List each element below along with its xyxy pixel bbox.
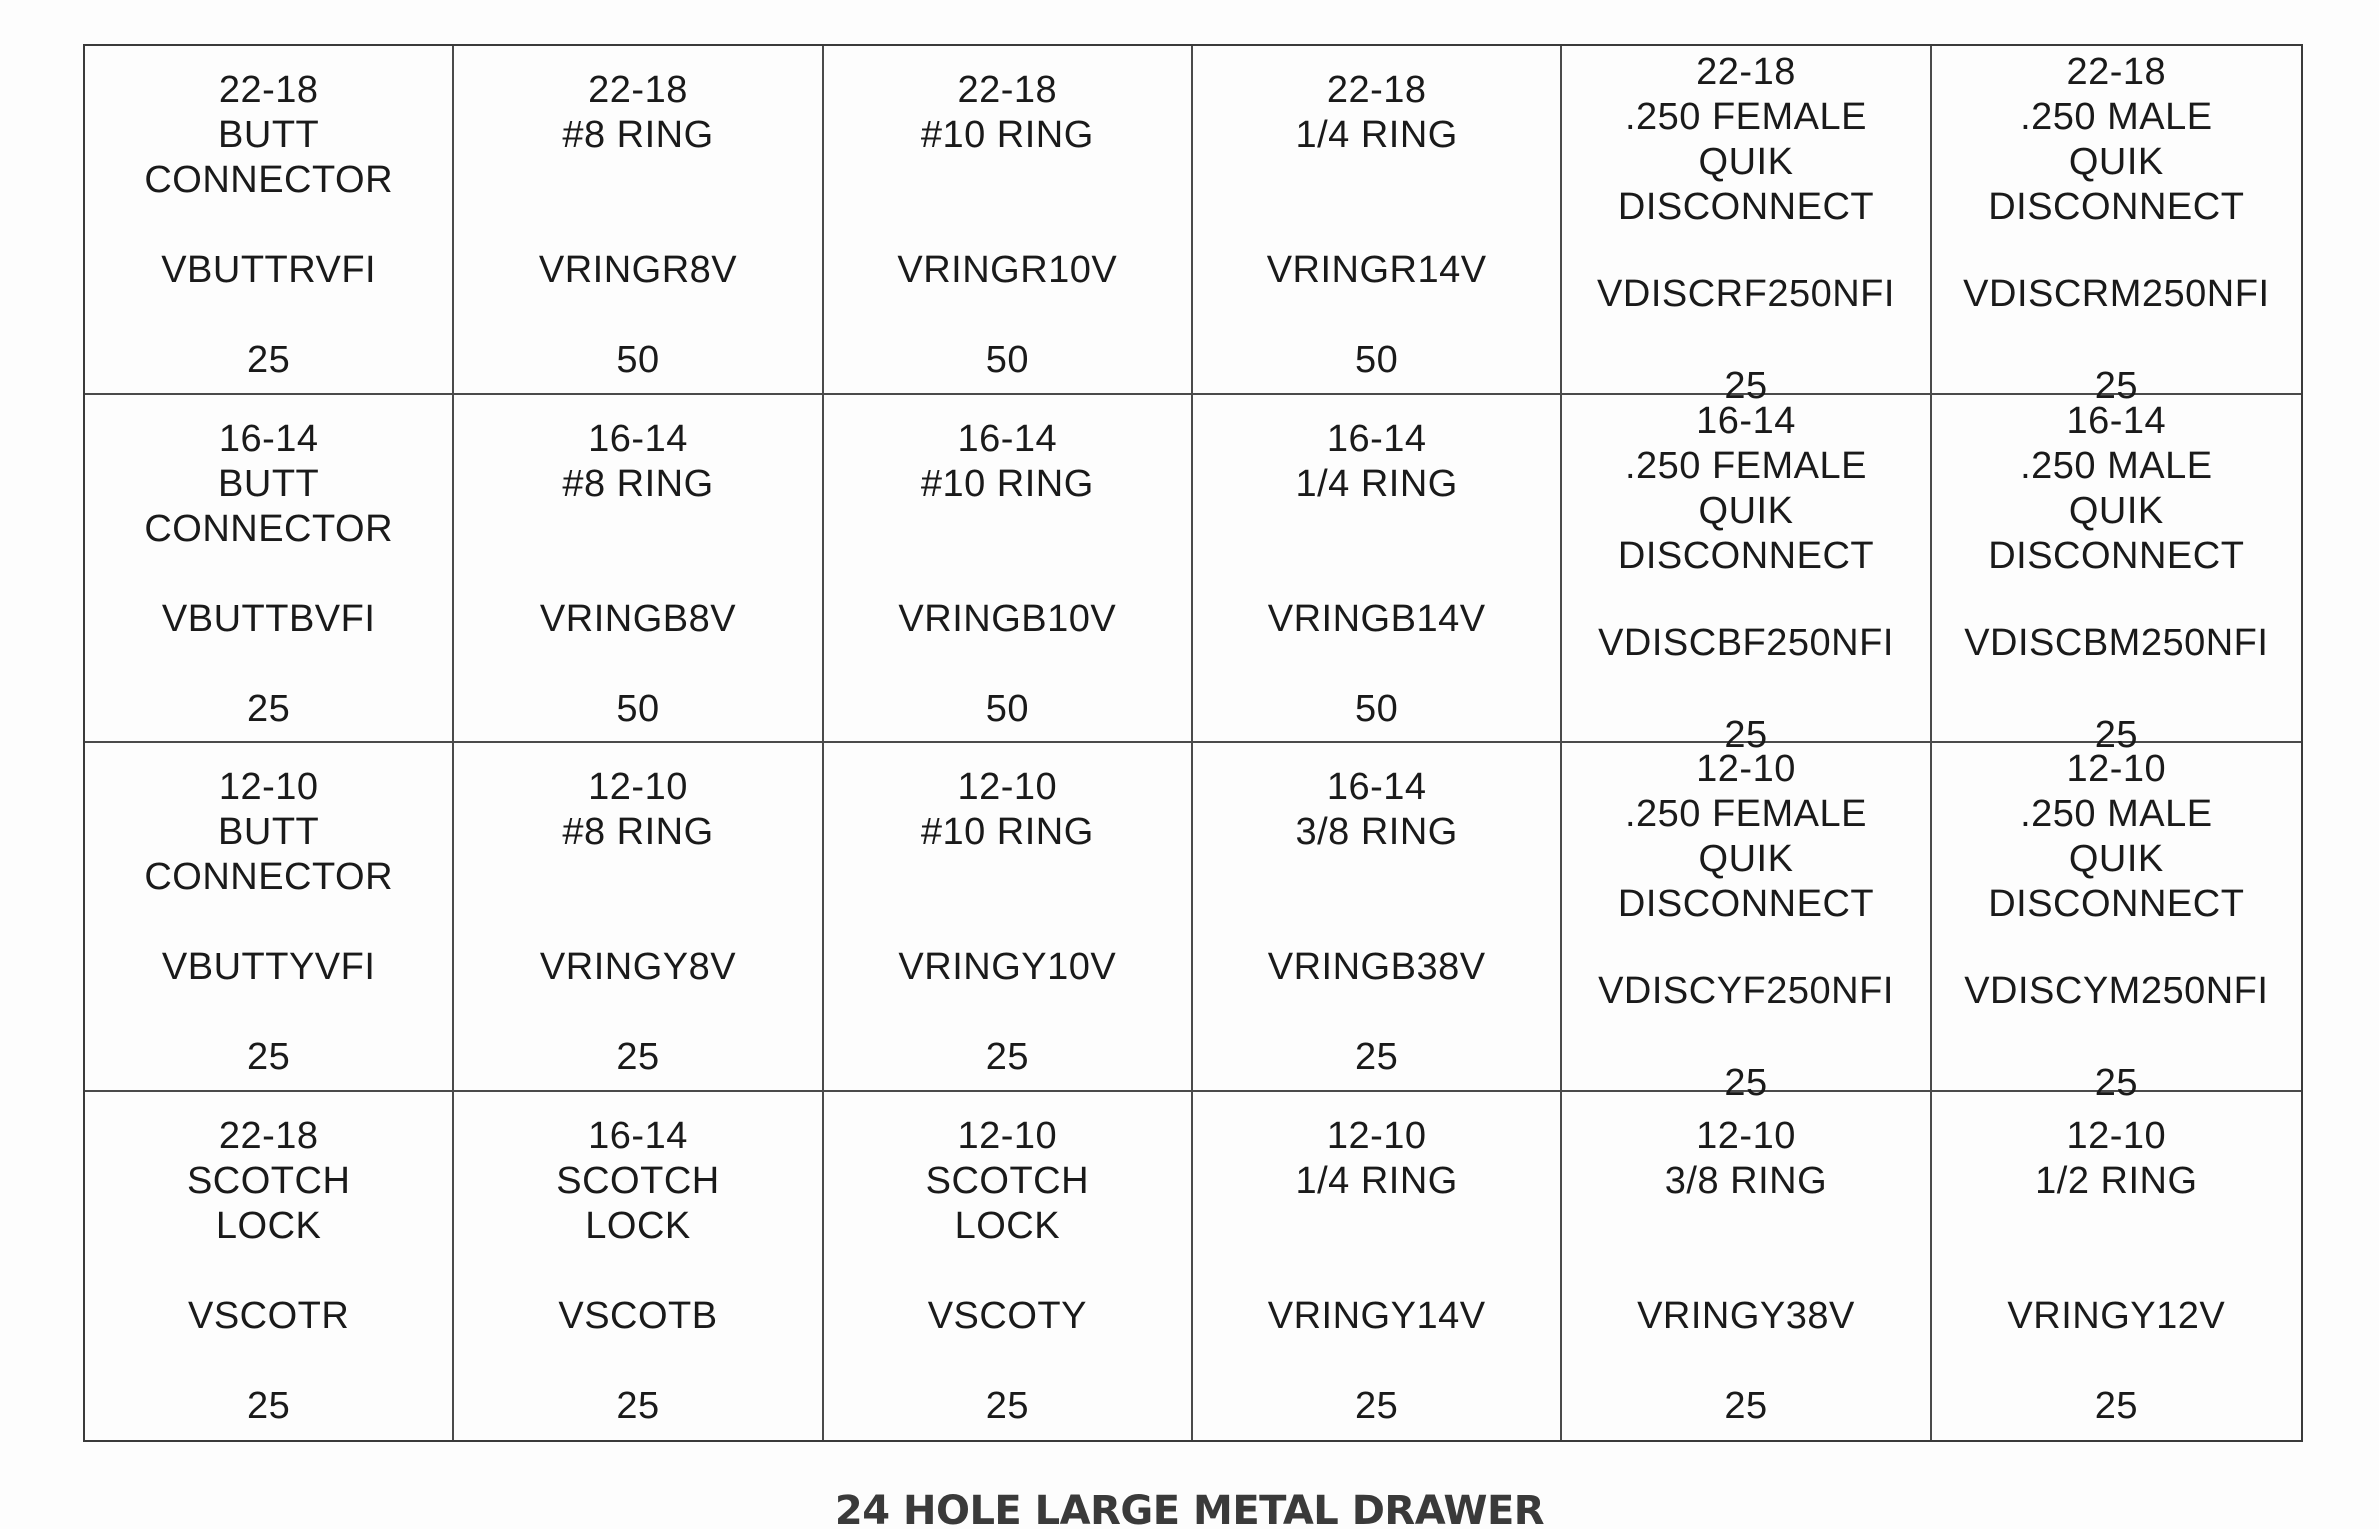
part-number: VSCOTB	[558, 1294, 718, 1337]
quantity: 25	[1724, 713, 1768, 756]
drawer-cell	[1193, 743, 1562, 1092]
drawer-cell	[824, 395, 1193, 744]
part-number: VSCOTY	[927, 1294, 1087, 1337]
quantity: 50	[616, 339, 660, 381]
terminal-description: 22-18 .250 FEMALE QUIK DISCONNECT	[1617, 51, 1875, 228]
part-number: VRINGB14V	[1267, 597, 1486, 640]
drawer-cell	[1932, 743, 2301, 1104]
quantity: 25	[616, 1384, 660, 1427]
part-number: VBUTTYVFI	[161, 946, 376, 988]
part-number: VDISCYM250NFI	[1964, 970, 2269, 1012]
part-number: VBUTTRVFI	[161, 249, 377, 291]
terminal-description: 22-18 SCOTCH LOCK	[186, 1114, 351, 1247]
terminal-description: 16-14 .250 MALE QUIK DISCONNECT	[1988, 399, 2245, 577]
drawer-cell	[1562, 743, 1931, 1104]
terminal-description: 12-10 BUTT CONNECTOR	[144, 766, 394, 898]
quantity: 25	[1355, 1036, 1399, 1078]
quantity: 25	[247, 1384, 291, 1427]
quantity: 25	[2094, 713, 2138, 756]
part-number: VRINGY10V	[898, 946, 1117, 988]
terminal-description: 22-18 1/4 RING	[1295, 69, 1458, 156]
terminal-description: 12-10 1/4 RING	[1295, 1114, 1458, 1202]
quantity: 25	[985, 1384, 1029, 1427]
part-number: VBUTTBVFI	[161, 597, 376, 640]
drawer-cell	[1932, 395, 2301, 756]
terminal-description: 16-14 SCOTCH LOCK	[556, 1114, 720, 1247]
terminal-description: 12-10 3/8 RING	[1664, 1114, 1828, 1202]
terminal-description: 12-10 .250 MALE QUIK DISCONNECT	[1988, 748, 2245, 925]
drawer-cell	[454, 395, 823, 744]
quantity: 25	[616, 1036, 660, 1078]
quantity: 50	[985, 687, 1029, 730]
part-number: VRINGY38V	[1637, 1294, 1855, 1337]
drawer-cell	[1932, 1092, 2301, 1441]
drawer-cell	[1193, 46, 1562, 395]
drawer-cell	[824, 743, 1193, 1092]
drawer-cell	[454, 46, 823, 395]
drawer-cell	[85, 1092, 454, 1441]
terminal-description: 16-14 1/4 RING	[1295, 417, 1458, 505]
part-number: VRINGR10V	[897, 249, 1118, 291]
drawer-cell	[1562, 395, 1931, 756]
part-number: VRINGB10V	[898, 597, 1117, 640]
drawer-cell	[1193, 1092, 1562, 1441]
drawer-label-grid	[83, 44, 2303, 1442]
drawer-cell	[1562, 1092, 1931, 1441]
terminal-description: 22-18 BUTT CONNECTOR	[144, 69, 394, 201]
part-number: VDISCYF250NFI	[1598, 970, 1894, 1012]
terminal-description: 16-14 #10 RING	[920, 417, 1094, 505]
part-number: VSCOTR	[187, 1294, 350, 1337]
terminal-description: 12-10 #10 RING	[920, 766, 1094, 853]
terminal-description: 12-10 #8 RING	[562, 766, 714, 853]
quantity: 25	[247, 687, 291, 730]
part-number: VRINGR14V	[1266, 249, 1487, 291]
quantity: 25	[2094, 1384, 2138, 1427]
drawer-title: 24 HOLE LARGE METAL DRAWER	[834, 1488, 1545, 1534]
part-number: VRINGY8V	[539, 946, 737, 988]
terminal-description: 12-10 SCOTCH LOCK	[925, 1114, 1090, 1247]
quantity: 25	[1724, 1062, 1768, 1104]
part-number: VRINGY12V	[2007, 1294, 2226, 1337]
terminal-description: 16-14 .250 FEMALE QUIK DISCONNECT	[1617, 399, 1875, 577]
part-number: VRINGY14V	[1267, 1294, 1486, 1337]
part-number: VDISCBF250NFI	[1598, 621, 1894, 664]
drawer-cell	[824, 46, 1193, 395]
quantity: 25	[247, 339, 291, 381]
quantity: 25	[985, 1036, 1029, 1078]
part-number: VRINGB8V	[539, 597, 737, 640]
quantity: 25	[1724, 1384, 1768, 1427]
quantity: 50	[1355, 687, 1399, 730]
quantity: 50	[616, 687, 660, 730]
drawer-cell	[454, 743, 823, 1092]
quantity: 50	[1355, 339, 1399, 381]
drawer-cell	[454, 1092, 823, 1441]
quantity: 50	[985, 339, 1029, 381]
quantity: 25	[247, 1036, 291, 1078]
drawer-cell	[85, 46, 454, 395]
quantity: 25	[1724, 365, 1768, 407]
drawer-cell	[1193, 395, 1562, 744]
part-number: VRINGB38V	[1267, 946, 1486, 988]
drawer-cell	[85, 395, 454, 744]
part-number: VRINGR8V	[538, 249, 738, 291]
drawer-cell	[824, 1092, 1193, 1441]
terminal-description: 12-10 .250 FEMALE QUIK DISCONNECT	[1617, 748, 1875, 925]
quantity: 25	[2094, 1062, 2138, 1104]
part-number: VDISCRF250NFI	[1597, 273, 1895, 315]
drawer-cell	[85, 743, 454, 1092]
terminal-description: 22-18 .250 MALE QUIK DISCONNECT	[1988, 51, 2245, 228]
terminal-description: 12-10 1/2 RING	[2035, 1114, 2198, 1202]
terminal-description: 22-18 #10 RING	[920, 69, 1094, 156]
drawer-cell	[1932, 46, 2301, 407]
quantity: 25	[1355, 1384, 1399, 1427]
terminal-description: 16-14 3/8 RING	[1295, 766, 1458, 853]
terminal-description: 16-14 #8 RING	[562, 417, 714, 505]
quantity: 25	[2094, 365, 2138, 407]
terminal-description: 22-18 #8 RING	[562, 69, 714, 156]
part-number: VDISCBM250NFI	[1964, 621, 2269, 664]
drawer-cell	[1562, 46, 1931, 407]
part-number: VDISCRM250NFI	[1963, 273, 2270, 315]
terminal-description: 16-14 BUTT CONNECTOR	[144, 417, 394, 550]
